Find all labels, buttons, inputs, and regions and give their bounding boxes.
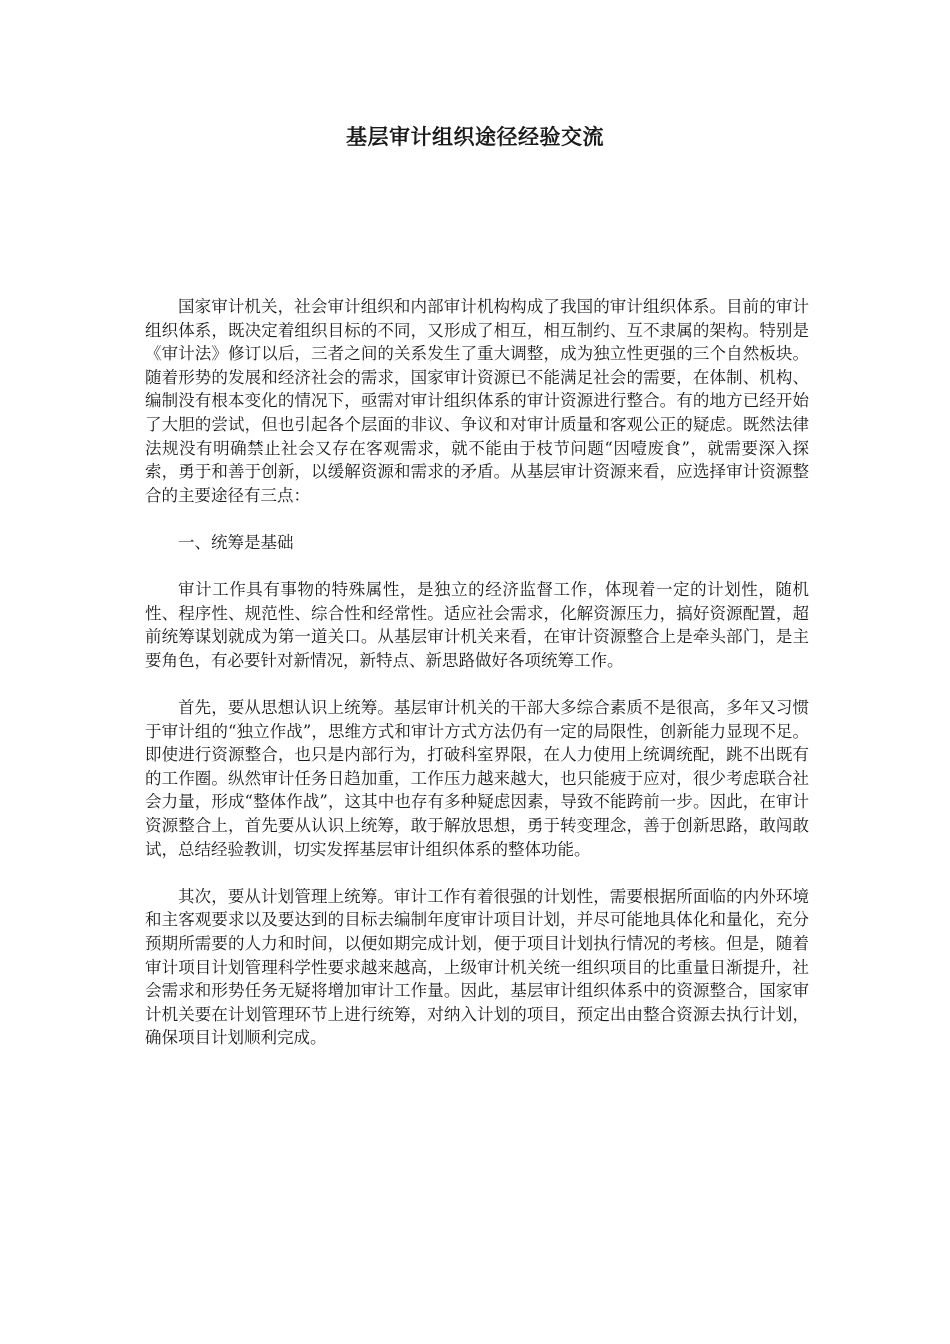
paragraph-first-point: 首先，要从思想认识上统筹。基层审计机关的干部大多综合素质不是很高，多年又习惯于审计组的“独立作战”，思维方式和审计方式方法仍有一定的局限性，创新能力显现不足。即使进行资源整合，也只是内部行为，打破科室界限，在人力使用上统调统配，跳不出既有的工作圈。纵然审计任务日趋加重，工作压力越来越大，也只能疲于应对，很少考虑联合社会力量，形成“整体作战”，这其中也存有多种疑虑因素，导致不能跨前一步。因此，在审计资源整合上，首先要从认识上统筹，敢于解放思想，勇于转变理念，善于创新思路，敢闯敢试，总结经验教训，切实发挥基层审计组织体系的整体功能。 bbox=[145, 698, 809, 859]
section-heading: 一、统筹是基础 bbox=[178, 532, 294, 552]
paragraph-intro: 国家审计机关，社会审计组织和内部审计机构构成了我国的审计组织体系。目前的审计组织体系，既决定着组织目标的不同，又形成了相互，相互制约、互不隶属的架构。特别是《审计法》修订以后，三者之间的关系发生了重大调整，成为独立性更强的三个自然板块。随着形势的发展和经济社会的需求，国家审计资源已不能满足社会的需要，在体制、机构、编制没有根本变化的情况下，亟需对审计组织体系的审计资源进行整合。有的地方已经开始了大胆的尝试，但也引起各个层面的非议、争议和对审计质量和客观公正的疑虑。既然法律法规没有明确禁止社会又存在客观需求，就不能由于枝节问题“因噎废食”，就需要深入探索，勇于和善于创新，以缓解资源和需求的矛盾。从基层审计资源来看，应选择审计资源整合的主要途径有三点： bbox=[145, 297, 809, 505]
document-title: 基层审计组织途径经验交流 bbox=[346, 124, 604, 149]
document-body bbox=[145, 295, 809, 1050]
paragraph-second-point: 其次，要从计划管理上统筹。审计工作有着很强的计划性，需要根据所面临的内外环境和主客观要求以及要达到的目标去编制年度审计项目计划，并尽可能地具体化和量化，充分预期所需要的人力和时间，以便如期完成计划，便于项目计划执行情况的考核。但是，随着审计项目计划管理科学性要求越来越高，上级审计机关统一组织项目的比重量日渐提升，社会需求和形势任务无疑将增加审计工作量。因此，基层审计组织体系中的资源整合，国家审计机关要在计划管理环节上进行统筹，对纳入计划的项目，预定出由整合资源去执行计划，确保项目计划顺利完成。 bbox=[145, 886, 809, 1048]
paragraph-section-intro: 审计工作具有事物的特殊属性，是独立的经济监督工作，体现着一定的计划性，随机性、程序性、规范性、综合性和经常性。适应社会需求，化解资源压力，搞好资源配置，超前统筹谋划就成为第一道关口。从基层审计机关来看，在审计资源整合上是牵头部门，是主要角色，有必要针对新情况，新特点、新思路做好各项统筹工作。 bbox=[145, 580, 809, 670]
